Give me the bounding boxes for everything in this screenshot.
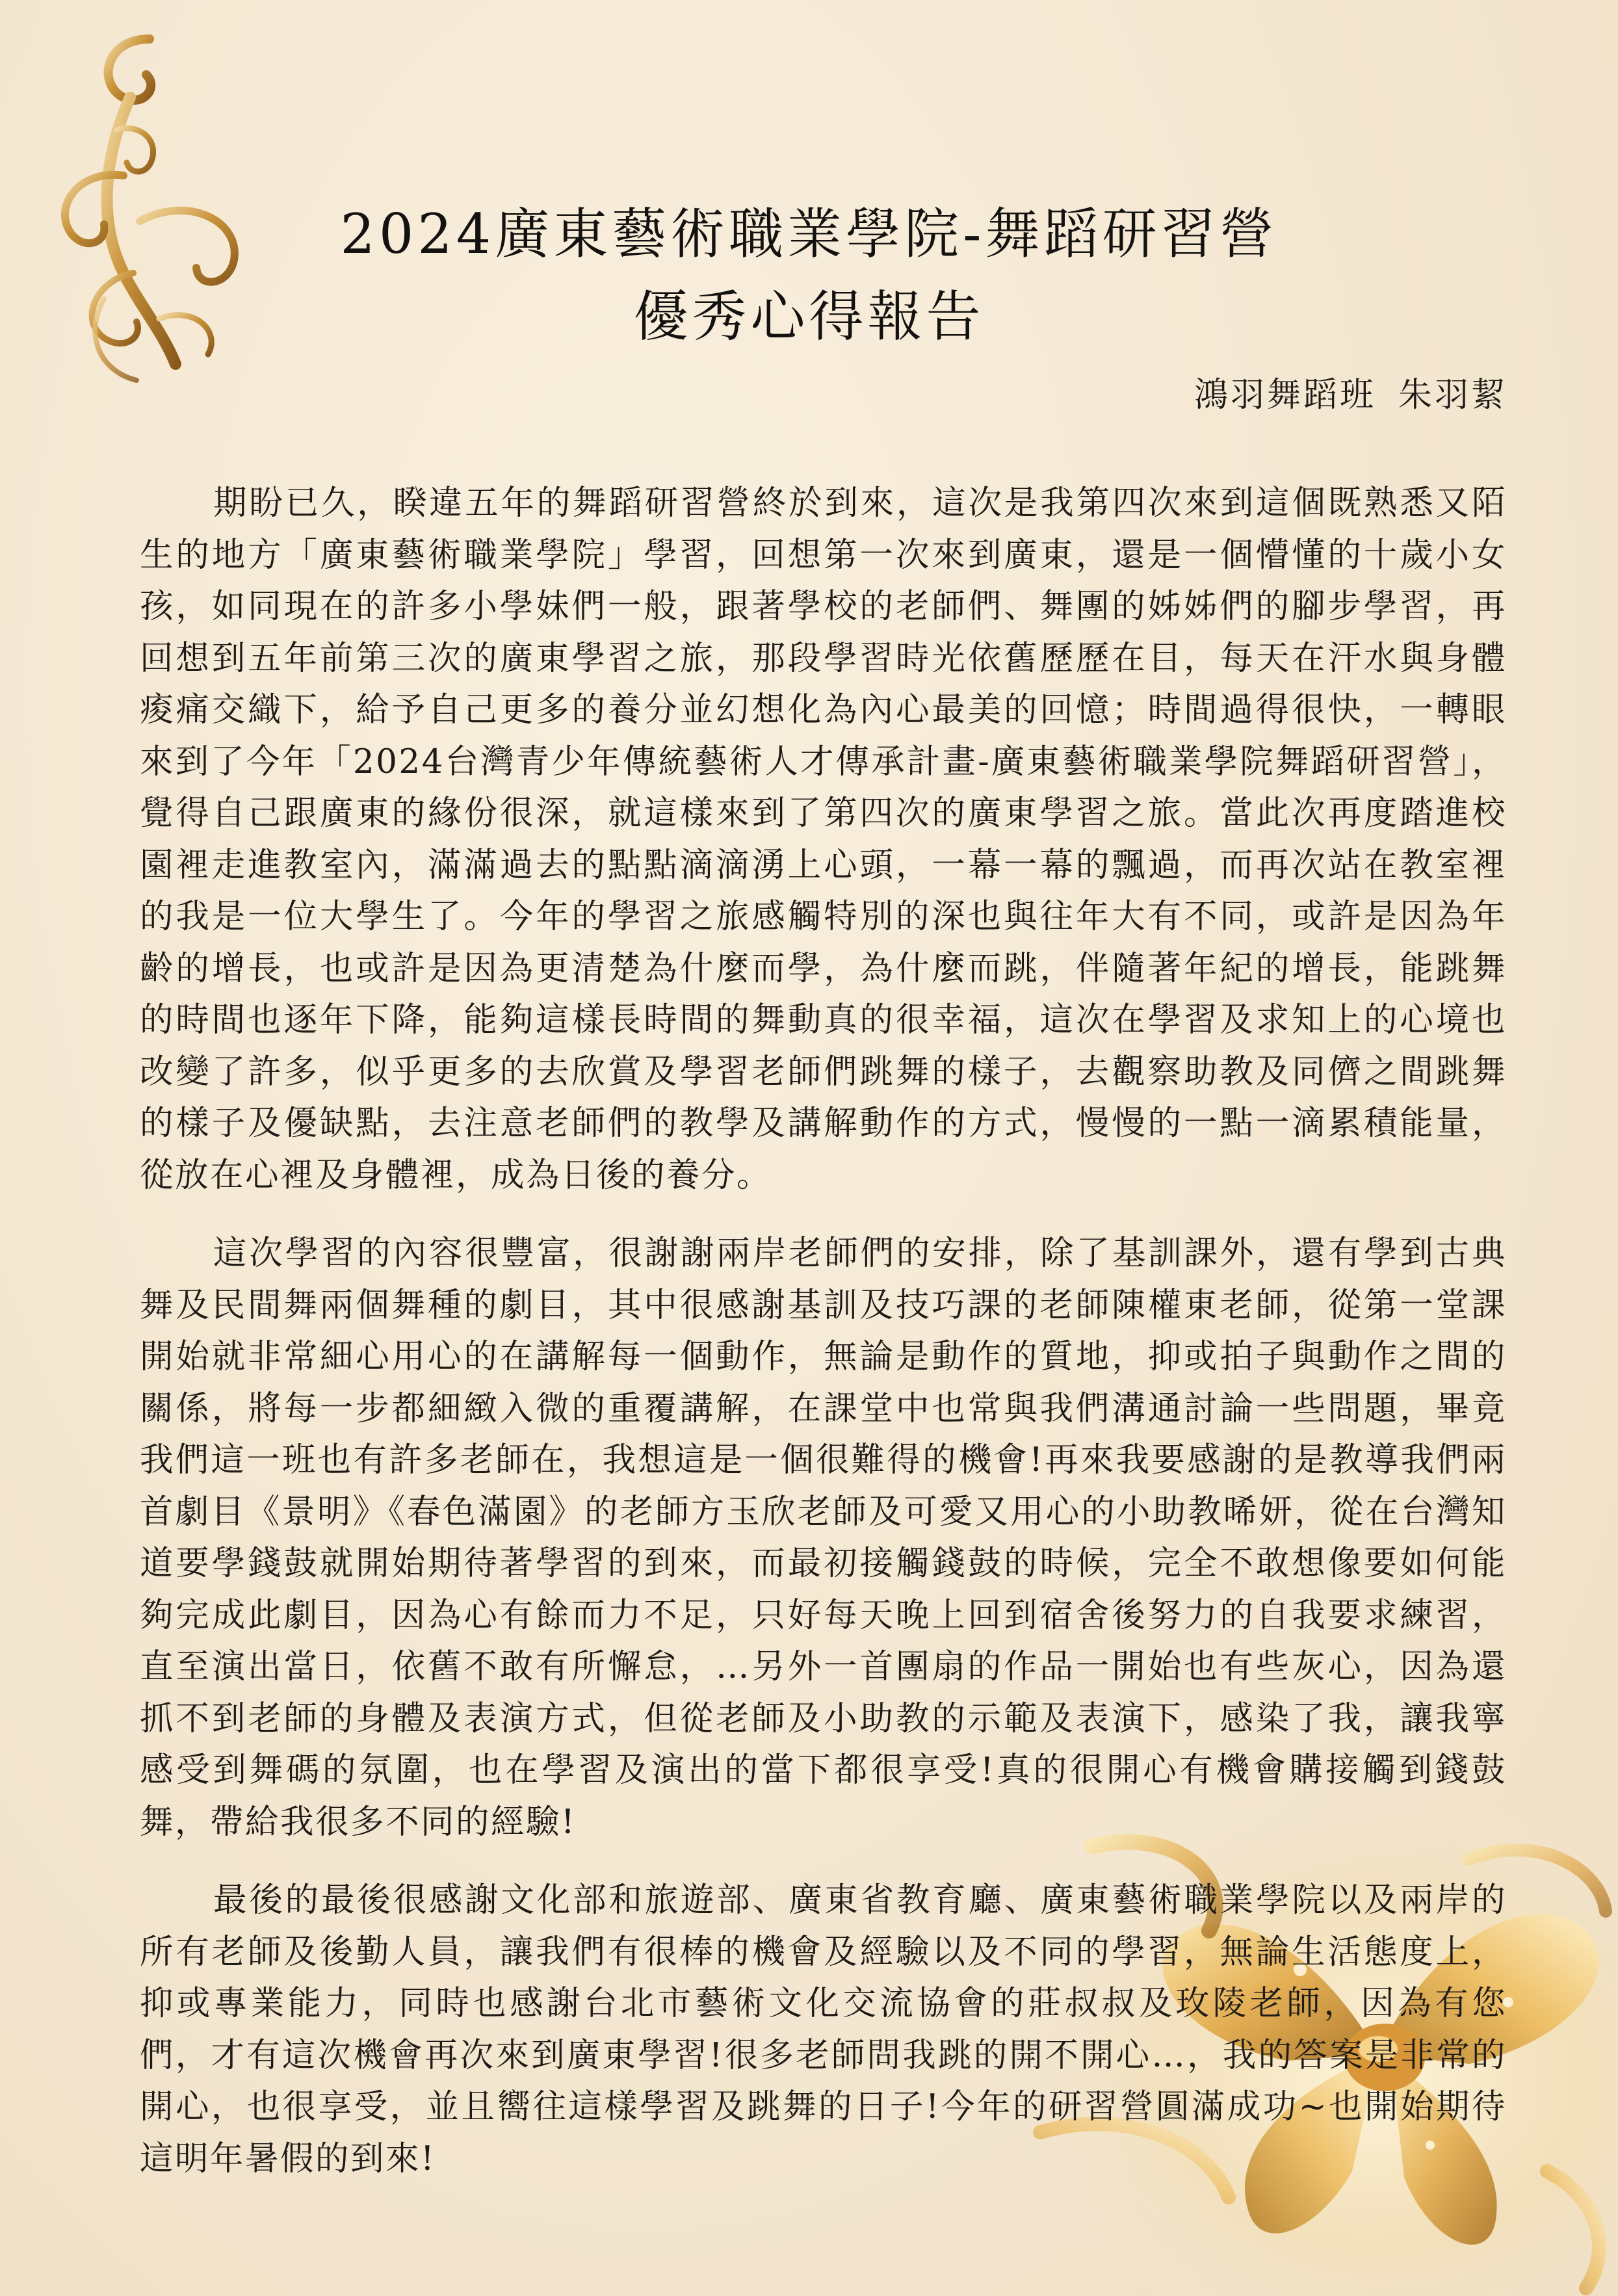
document-subtitle: 優秀心得報告 <box>633 285 985 348</box>
author-line <box>1194 376 1507 415</box>
author-class: 鴻羽舞蹈班 <box>1194 376 1376 415</box>
document-title: 2024廣東藝術職業學院-舞蹈研習營 <box>340 202 1278 266</box>
author-name: 朱羽絜 <box>1398 376 1507 415</box>
paragraph: 期盼已久，睽違五年的舞蹈研習營終於到來，這次是我第四次來到這個既熟悉又陌生的地方「廣東藝術職業學院」學習，回想第一次來到廣東，還是一個懵懂的十歲小女孩，如同現在的許多小學妹們一般，跟著學校的老師們、舞團的姊姊們的腳步學習，再回想到五年前第三次的廣東學習之旅，那段學習時光依舊歷歷在目，每天在汗水與身體痠痛交織下，給予自己更多的養分並幻想化為內心最美的回憶；時間過得很快，一轉眼來到了今年「2024台灣青少年傳統藝術人才傳承計畫-廣東藝術職業學院舞蹈研習營」，覺得自己跟廣東的緣份很深，就這樣來到了第四次的廣東學習之旅。當此次再度踏進校園裡走進教室內，滿滿過去的點點滴滴湧上心頭，一幕一幕的飄過，而再次站在教室裡的我是一位大學生了。今年的學習之旅感觸特別的深也與往年大有不同，或許是因為年齡的增長，也或許是因為更清楚為什麼而學，為什麼而跳，伴隨著年紀的增長，能跳舞的時間也逐年下降，能夠這樣長時間的舞動真的很幸福，這次在學習及求知上的心境也改變了許多，似乎更多的去欣賞及學習老師們跳舞的樣子，去觀察助教及同儕之間跳舞的樣子及優缺點，去注意老師們的教學及講解動作的方式，慢慢的一點一滴累積能量，從放在心裡及身體裡，成為日後的養分。 <box>140 484 1507 1195</box>
paragraph: 這次學習的內容很豐富，很謝謝兩岸老師們的安排，除了基訓課外，還有學到古典舞及民間舞兩個舞種的劇目，其中很感謝基訓及技巧課的老師陳權東老師，從第一堂課開始就非常細心用心的在講解每一個動作，無論是動作的質地，抑或拍子與動作之間的關係，將每一步都細緻入微的重覆講解，在課堂中也常與我們溝通討論一些問題，畢竟我們這一班也有許多老師在，我想這是一個很難得的機會!再來我要感謝的是教導我們兩首劇目《景明》《春色滿園》的老師方玉欣老師及可愛又用心的小助教晞妍，從在台灣知道要學錢鼓就開始期待著學習的到來，而最初接觸錢鼓的時候，完全不敢想像要如何能夠完成此劇目，因為心有餘而力不足，只好每天晚上回到宿舍後努力的自我要求練習，直至演出當日，依舊不敢有所懈怠，…另外一首團扇的作品一開始也有些灰心，因為還抓不到老師的身體及表演方式，但從老師及小助教的示範及表演下，感染了我，讓我寧感受到舞碼的氛圍，也在學習及演出的當下都很享受!真的很開心有機會購接觸到錢鼓舞，帶給我很多不同的經驗! <box>140 1234 1507 1842</box>
report-body <box>140 478 1507 2185</box>
paragraph: 最後的最後很感謝文化部和旅遊部、廣東省教育廳、廣東藝術職業學院以及兩岸的所有老師及後勤人員，讓我們有很棒的機會及經驗以及不同的學習，無論生活態度上，抑或專業能力，同時也感謝台北市藝術文化交流協會的莊叔叔及玫陵老師，因為有您們，才有這次機會再次來到廣東學習!很多老師問我跳的開不開心…，我的答案是非常的開心，也很享受，並且嚮往這樣學習及跳舞的日子!今年的研習營圓滿成功~也開始期待這明年暑假的到來! <box>140 1881 1507 2178</box>
